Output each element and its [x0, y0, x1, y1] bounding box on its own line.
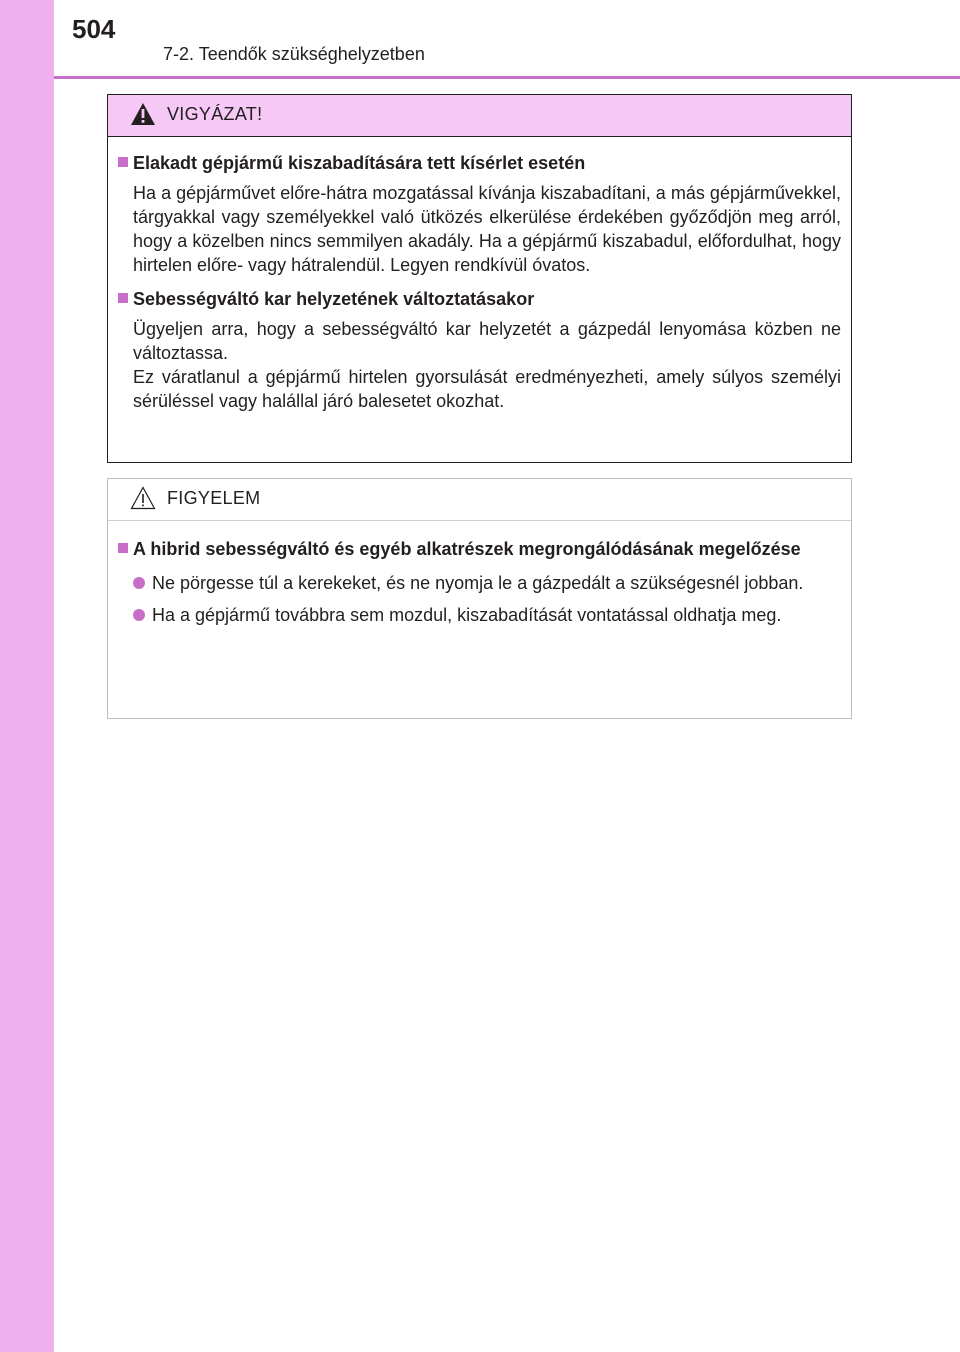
warning-triangle-outline-icon [130, 486, 156, 510]
caution-box-header [108, 479, 851, 521]
page-number: 504 [72, 14, 116, 44]
square-bullet-icon [118, 293, 128, 303]
warning-box-header [108, 95, 851, 137]
square-bullet-icon [118, 543, 128, 553]
caution-box [107, 478, 852, 719]
round-bullet-icon [133, 609, 145, 621]
warning-box [107, 94, 852, 463]
square-bullet-icon [118, 157, 128, 167]
caution-label: FIGYELEM [167, 488, 261, 508]
warning-heading-2: Sebességváltó kar helyzetének változtatásakor [118, 287, 841, 311]
warning-paragraph-1: Ha a gépjárművet előre-hátra mozgatással kívánja kiszabadítani, a más gépjárművekkel, tárgyakkal vagy személyekkel való ütközés elkerülése érdekében győződjön meg arról, hogy a közelben nincs semmilyen akadály. Ha a gépjármű kiszabadul, előfordulhat, hogy hirtelen előre- vagy hátralendül. Legyen rendkívül óvatos. [133, 183, 841, 275]
warning-label: VIGYÁZAT! [167, 104, 263, 124]
side-color-strip [0, 0, 54, 1352]
header-rule [54, 76, 960, 79]
caution-heading: A hibrid sebességváltó és egyéb alkatrészek megrongálódásának megelőzése [118, 537, 841, 561]
round-bullet-icon [133, 577, 145, 589]
caution-bullet-2: Ha a gépjármű továbbra sem mozdul, kiszabadítását vontatással oldhatja meg. [118, 603, 841, 627]
caution-bullet-1: Ne pörgesse túl a kerekeket, és ne nyomja le a gázpedált a szükségesnél jobban. [118, 571, 841, 595]
warning-triangle-filled-icon [130, 102, 156, 126]
section-title: 7-2. Teendők szükséghelyzetben [163, 44, 425, 64]
warning-paragraph-2: Ügyeljen arra, hogy a sebességváltó kar helyzetét a gázpedál lenyomása közben ne változtassa. Ez váratlanul a gépjármű hirtelen gyorsulását eredményezheti, amely súlyos személyi sérüléssel vagy halállal járó balesetet okozhat. [133, 319, 841, 411]
warning-heading-1: Elakadt gépjármű kiszabadítására tett kísérlet esetén [118, 151, 841, 175]
